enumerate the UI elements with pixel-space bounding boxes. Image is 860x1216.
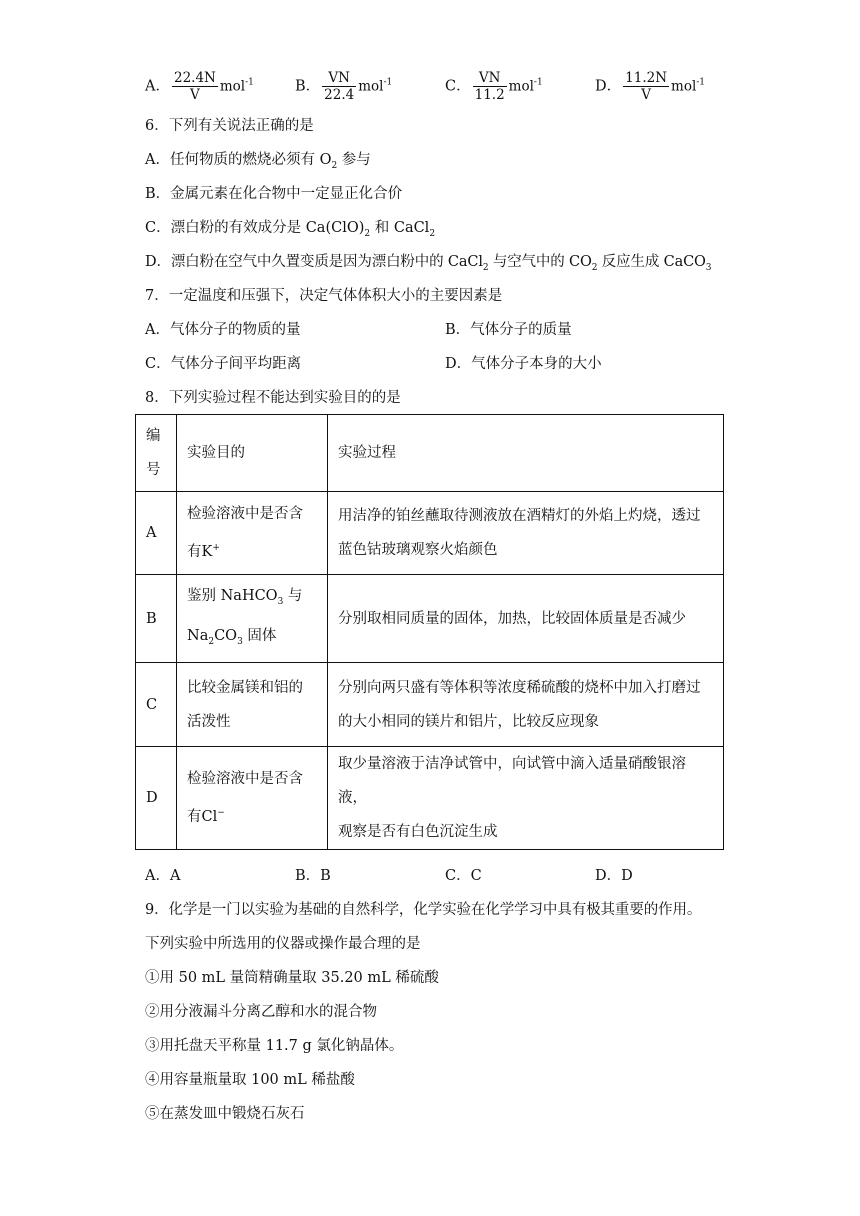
text: 和 CaCl bbox=[370, 220, 430, 236]
row-purpose bbox=[177, 663, 328, 747]
fraction-denominator: V bbox=[190, 87, 200, 103]
unit-exponent: -1 bbox=[245, 77, 254, 88]
fraction-denominator: V bbox=[641, 87, 651, 103]
text: 与 bbox=[283, 587, 303, 604]
subscript: 3 bbox=[237, 636, 243, 647]
table-row bbox=[136, 747, 724, 850]
text: CO bbox=[214, 627, 238, 644]
text: 比较金属镁和铝的 bbox=[187, 679, 303, 696]
subscript: 2 bbox=[482, 262, 489, 273]
q7-option-d: D．气体分子本身的大小 bbox=[445, 356, 602, 372]
q9-stem-line-2: 下列实验中所选用的仪器或操作最合理的是 bbox=[145, 936, 421, 952]
fraction-numerator: 11.2N bbox=[625, 70, 668, 86]
subscript: 2 bbox=[208, 636, 215, 647]
superscript: + bbox=[212, 543, 220, 554]
row-process bbox=[328, 492, 724, 575]
q5-option-letter: D． bbox=[595, 78, 622, 95]
row-number: B bbox=[136, 575, 177, 663]
table-row bbox=[136, 575, 724, 663]
q7-option-a: A．气体分子的物质的量 bbox=[145, 322, 301, 338]
row-process bbox=[328, 663, 724, 747]
text: 观察是否有白色沉淀生成 bbox=[338, 824, 498, 840]
fraction bbox=[172, 70, 218, 103]
q5-option-c bbox=[445, 70, 543, 103]
text: 有K bbox=[187, 543, 213, 560]
fraction bbox=[322, 70, 356, 103]
superscript: − bbox=[217, 808, 225, 819]
subscript: 2 bbox=[429, 228, 436, 239]
text: 鉴别 NaHCO bbox=[187, 587, 278, 604]
q8-option-b: B．B bbox=[295, 868, 331, 884]
header-number bbox=[136, 415, 177, 492]
text: 分别向两只盛有等体积等浓度稀硫酸的烧杯中加入打磨过 bbox=[338, 679, 701, 696]
subscript: 3 bbox=[277, 596, 284, 607]
q9-item-5: ⑤在蒸发皿中锻烧石灰石 bbox=[145, 1106, 305, 1122]
q8-option-c: C．C bbox=[445, 868, 482, 884]
text: 检验溶液中是否含 bbox=[187, 771, 303, 788]
q5-option-letter: C． bbox=[445, 78, 471, 95]
q8-option-a: A．A bbox=[145, 868, 181, 884]
header-number-2: 号 bbox=[146, 462, 161, 478]
q9-item-1: ①用 50 mL 量筒精确量取 35.20 mL 稀硫酸 bbox=[145, 970, 439, 986]
text: 与空气中的 CO bbox=[488, 254, 592, 270]
q7-stem: 7．一定温度和压强下，决定气体体积大小的主要因素是 bbox=[145, 288, 503, 304]
text: 反应生成 CaCO bbox=[597, 254, 706, 270]
unit-exponent: -1 bbox=[383, 77, 393, 88]
q5-option-b bbox=[295, 70, 392, 103]
subscript: 2 bbox=[364, 228, 371, 239]
unit: mol bbox=[358, 78, 384, 95]
unit: mol bbox=[508, 78, 534, 95]
text: 参与 bbox=[337, 152, 371, 168]
subscript: 3 bbox=[705, 262, 712, 273]
text: 固体 bbox=[242, 627, 277, 644]
q7-option-b: B．气体分子的质量 bbox=[445, 322, 572, 338]
unit-exponent: -1 bbox=[696, 77, 706, 88]
q7-option-c: C．气体分子间平均距离 bbox=[145, 356, 302, 372]
fraction-denominator: 11.2 bbox=[474, 87, 505, 103]
header-process: 实验过程 bbox=[328, 415, 724, 492]
fraction-numerator: VN bbox=[322, 70, 356, 87]
q9-item-2: ②用分液漏斗分离乙醇和水的混合物 bbox=[145, 1004, 377, 1020]
unit: mol bbox=[219, 78, 246, 95]
row-purpose bbox=[177, 747, 328, 850]
row-number: C bbox=[136, 663, 177, 747]
q9-item-4: ④用容量瓶量取 100 mL 稀盐酸 bbox=[145, 1072, 355, 1088]
header-number-1: 编 bbox=[146, 428, 161, 444]
q6-option-c bbox=[145, 218, 435, 244]
q9-item-3: ③用托盘天平称量 11.7 g 氯化钠晶体。 bbox=[145, 1038, 404, 1054]
fraction-numerator: 22.4N bbox=[173, 70, 216, 86]
row-purpose bbox=[177, 492, 328, 575]
q5-option-letter: B． bbox=[295, 78, 321, 95]
text: D．漂白粉在空气中久置变质是因为漂白粉中的 CaCl bbox=[145, 254, 483, 270]
q5-option-d bbox=[595, 70, 705, 103]
row-number: A bbox=[136, 492, 177, 575]
q8-option-d: D．D bbox=[595, 868, 633, 884]
table-row bbox=[136, 492, 724, 575]
q5-option-letter: A． bbox=[145, 78, 170, 95]
fraction bbox=[623, 70, 669, 103]
row-process bbox=[328, 747, 724, 850]
experiment-table bbox=[135, 414, 724, 850]
q6-option-d bbox=[145, 252, 711, 278]
q6-stem: 6．下列有关说法正确的是 bbox=[145, 118, 314, 134]
fraction bbox=[473, 70, 507, 103]
q5-option-a bbox=[145, 70, 254, 103]
text: 用洁净的铂丝蘸取待测液放在酒精灯的外焰上灼烧，透过 bbox=[338, 508, 701, 524]
text: Na bbox=[187, 627, 209, 644]
text: 取少量溶液于洁净试管中，向试管中滴入适量硝酸银溶液， bbox=[338, 756, 686, 806]
header-purpose: 实验目的 bbox=[177, 415, 328, 492]
q8-stem: 8．下列实验过程不能达到实验目的的是 bbox=[145, 390, 401, 406]
row-purpose bbox=[177, 575, 328, 663]
subscript: 2 bbox=[591, 262, 598, 273]
text: 的大小相同的镁片和铝片，比较反应现象 bbox=[338, 713, 599, 730]
row-process: 分别取相同质量的固体，加热，比较固体质量是否减少 bbox=[328, 575, 724, 663]
q6-option-b: B．金属元素在化合物中一定显正化合价 bbox=[145, 186, 403, 202]
text: 有Cl bbox=[187, 808, 218, 825]
text: C．漂白粉的有效成分是 Ca(ClO) bbox=[145, 220, 365, 236]
unit-exponent: -1 bbox=[533, 77, 543, 88]
text: 蓝色钴玻璃观察火焰颜色 bbox=[338, 542, 498, 558]
table-header-row bbox=[136, 415, 724, 492]
q6-option-a bbox=[145, 150, 371, 176]
q9-stem-line-1: 9．化学是一门以实验为基础的自然科学，化学实验在化学学习中具有极其重要的作用。 bbox=[145, 902, 702, 918]
unit: mol bbox=[671, 78, 697, 95]
fraction-denominator: 22.4 bbox=[324, 87, 355, 103]
subscript: 2 bbox=[331, 160, 338, 171]
text: A．任何物质的燃烧必须有 O bbox=[145, 152, 332, 168]
fraction-numerator: VN bbox=[473, 70, 507, 87]
row-number: D bbox=[136, 747, 177, 850]
text: 活泼性 bbox=[187, 713, 231, 730]
table-row bbox=[136, 663, 724, 747]
text: 检验溶液中是否含 bbox=[187, 506, 303, 523]
